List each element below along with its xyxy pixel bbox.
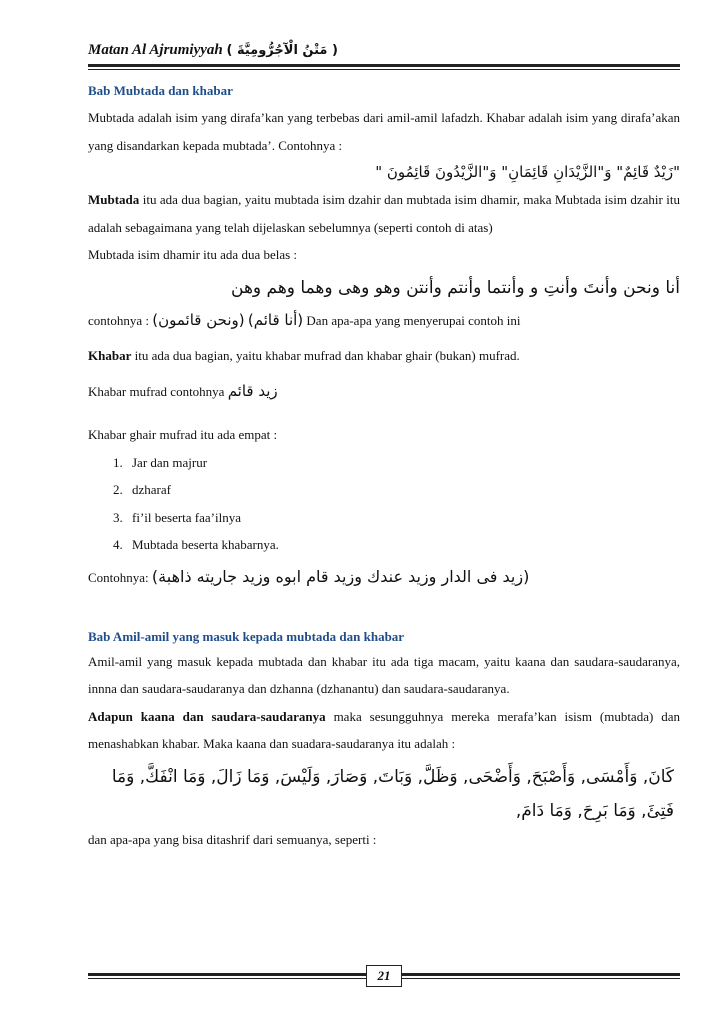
contohnya2-arabic: (زيد فى الدار وزيد عندك وزيد قام ابوه وزيد جاريته ذاهبة) xyxy=(151,566,530,586)
section-title-amil: Bab Amil-amil yang masuk kepada mubtada dan khabar xyxy=(88,628,405,644)
contoh-arabic-2: (أنا قائم) xyxy=(247,310,304,329)
dhamir-intro: Mubtada isim dhamir itu ada dua belas : xyxy=(88,247,298,262)
list-item: 3. fi’il beserta faa’ilnya xyxy=(126,504,680,532)
contoh-label: contohnya : xyxy=(88,312,153,328)
dhamir-list-arabic: أنا ونحن وأنتَ وأنتِ و وأنتما وأنتم وأنتن وهو وهى وهما وهم وهن xyxy=(231,277,680,298)
intro-paragraph: Mubtada adalah isim yang dirafa’kan yang terbebas dari amil-amil lafadzh. Khabar adalah isim yang dirafa’akan yang disandarkan kepada mubtada’. Contohnya : xyxy=(88,110,680,153)
kaana-arabic-line1: كَانَ, وَأَمْسَى, وَأَصْبَحَ, وَأَضْحَى, وَظَلَّ, وَبَاتَ, وَصَارَ, وَلَيْسَ, وَمَا زَالَ, وَمَا انْفَكَّ, وَمَا xyxy=(111,766,674,787)
khabar-paragraph xyxy=(88,342,680,370)
closing-line: dan apa-apa yang bisa ditashrif dari semuanya, seperti : xyxy=(88,831,377,847)
list-item: 4. Mubtada beserta khabarnya. xyxy=(126,531,680,559)
contoh-rest: Dan apa-apa yang menyerupai contoh ini xyxy=(303,312,521,328)
adapun-paragraph xyxy=(88,703,680,758)
header-title-arabic: ( مَتْنُ الْآجُرُّومِيَّةَ ) xyxy=(226,43,338,58)
mubtada-paragraph xyxy=(88,186,680,241)
kaana-arabic-line2: فَتِئَ, وَمَا بَرِحَ, وَمَا دَامَ, xyxy=(515,800,674,821)
mufrad-label: Khabar mufrad contohnya xyxy=(88,383,228,399)
amil-intro: Amil-amil yang masuk kepada mubtada dan khabar itu ada tiga macam, yaitu kaana dan saudara-saudaranya, innna dan saudara-saudaranya dan dzhanna (dzhanantu) dan saudara-saudaranya. xyxy=(88,653,680,696)
running-header xyxy=(88,38,680,62)
mufrad-arabic: زيد قائم xyxy=(227,381,278,400)
section-title-mubtada: Bab Mubtada dan khabar xyxy=(88,83,233,98)
list-item: 2. dzharaf xyxy=(126,476,680,504)
adapun-text: maka sesungguhnya mereka merafa’kan isism (mubtada) dan menashabkan khabar. Maka kaana dan suadara-saudaranya itu adalah : xyxy=(88,708,680,751)
ghair-list xyxy=(88,449,680,559)
mubtada-text: itu ada dua bagian, yaitu mubtada isim dzahir dan mubtada isim dhamir, maka Mubtada isim dzahir itu adalah sebagaimana yang telah dijelaskan sebelumnya (seperti contoh di atas) xyxy=(88,192,680,235)
list-item: 1. Jar dan majrur xyxy=(126,449,680,477)
khabar-text: itu ada dua bagian, yaitu khabar mufrad dan khabar ghair (bukan) mufrad. xyxy=(131,348,520,363)
mufrad-line xyxy=(88,378,680,406)
page-number: 21 xyxy=(366,965,402,987)
header-title: Matan Al Ajrumiyyah xyxy=(88,42,223,58)
example-arabic: "زَيْدٌ قَائِمٌ" وَ"الزَّيْدَانِ قَائِمَانِ" وَ"الزَّيْدُونَ قَائِمُونَ " xyxy=(375,163,680,181)
page-footer xyxy=(88,965,680,987)
contohnya2-label: Contohnya: xyxy=(88,569,152,585)
ghair-intro: Khabar ghair mufrad itu ada empat : xyxy=(88,427,278,442)
mubtada-term: Mubtada xyxy=(88,192,140,207)
contoh-arabic-1: (ونحن قائمون) xyxy=(152,310,245,329)
document-page xyxy=(88,38,680,853)
contoh-line xyxy=(88,307,680,335)
adapun-term: Adapun kaana dan saudara-saudaranya xyxy=(88,708,326,724)
khabar-term: Khabar xyxy=(88,348,132,363)
contohnya2-line xyxy=(88,559,680,596)
